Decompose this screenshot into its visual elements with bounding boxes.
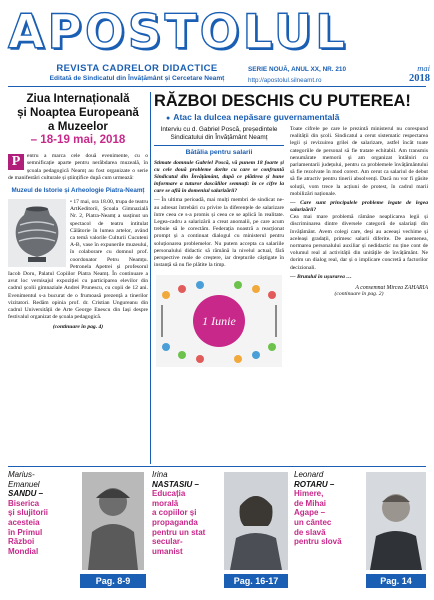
teaser-title bbox=[294, 489, 364, 547]
teaser-title-line: Himere, bbox=[294, 489, 324, 499]
children-day-illustration bbox=[156, 275, 282, 367]
page-reference: Pag. 8-9 bbox=[80, 574, 146, 588]
masthead-subtitle: REVISTA CADRELOR DIDACTICE bbox=[56, 63, 218, 74]
author-last-name: ROTARU – bbox=[294, 479, 335, 489]
cucuteni-vase-image bbox=[8, 199, 66, 267]
teaser-title-line: Biserica bbox=[8, 498, 40, 508]
lead-title-line-1: Ziua Internațională bbox=[26, 92, 130, 105]
teaser-sandu[interactable] bbox=[8, 470, 148, 594]
lead-intro-text: entru a marca cele două evenimente, cu o semnificație aparte pentru nerăbdarea muzeală, în școala pedagogică Neamț au fost organizate o serie de manifestări culturale și științifice după cum urmează: bbox=[8, 153, 148, 181]
teaser-title-line: în Primul bbox=[8, 527, 43, 537]
page-reference: Pag. 14 bbox=[366, 574, 426, 588]
teaser-title-line: Mondial bbox=[8, 546, 39, 556]
teaser-title-line: Agape – bbox=[294, 508, 326, 518]
teaser-title-line: propaganda bbox=[152, 517, 198, 527]
teaser-title-line: pentru slovă bbox=[294, 537, 342, 547]
author-first-name: Marius- bbox=[8, 470, 35, 479]
issue-month: mai bbox=[417, 63, 430, 73]
lead-intro bbox=[8, 153, 148, 182]
interview-question-2: — Care sunt principalele probleme legate de legea salarizării? bbox=[290, 200, 428, 214]
teaser-title-line: acesteia bbox=[8, 517, 40, 527]
page-reference: Pag. 16-17 bbox=[224, 574, 288, 588]
teaser-title-line: de slavă bbox=[294, 527, 326, 537]
interview-intro: Interviu cu d. Gabriel Poscă, președintele Sindicatului din Învățământ Neamț bbox=[160, 126, 278, 141]
interview-answer-2: Cea mai mare problemă rămâne neaplicarea legii și discriminarea dintre diversele categorii de salariați din învățământ. Avem colegi care, deși au aceeași vechime și aceleași gradații, primesc salarii diferite. De asemenea, normarea personalului auxiliar și nedidactic nu ține cont de volumul real al activității din unitățile de învățământ. Ne dorim un dialog real, dar și o implicare concretă a factorilor decizionali. bbox=[290, 214, 428, 271]
publication-logo: APOSTOLUL bbox=[8, 5, 349, 60]
author-photo bbox=[224, 472, 288, 570]
interview-answer-1: — În ultima perioadă, mai mulți membri de sindicat ne-au adresat întrebări cu privire la diferențele de salarizare între ceea ce s-a promis și ceea ce se aplică în realitate. Legea-cadru a salarizării a creat anomalii, pe care acum trebuie să le corectăm. Federația noastră a reacționat prompt și a continuat dialogul cu ministerul pentru soluționarea problemelor. Nu putem accepta ca salariile personalului didactic să rămână la nivelul actual, fără perspective reale de creștere, iar drepturile câștigate în instanță să nu fie plătite la timp. bbox=[154, 197, 284, 269]
author-last-name: NASTASIU – bbox=[152, 479, 199, 489]
museum-title: Muzeul de Istorie și Arheologie Piatra-Neamț bbox=[11, 187, 145, 194]
lead-title-line-3: a Muzeelor bbox=[48, 119, 108, 133]
masthead-divider bbox=[8, 86, 426, 87]
lead-title-line-2: și Noaptea Europeană bbox=[17, 105, 139, 119]
section-title: Bătălia pentru salarii bbox=[185, 149, 253, 156]
teaser-title-line: și slujitorii bbox=[8, 508, 49, 518]
teaser-rotaru[interactable] bbox=[294, 470, 428, 594]
teaser-title-line: Educația bbox=[152, 489, 186, 499]
teaser-title-line: secular- bbox=[152, 537, 183, 547]
issue-series: SERIE NOUĂ, ANUL XX, NR. 210 bbox=[248, 66, 347, 73]
author-last-name: SANDU – bbox=[8, 489, 44, 499]
author-first-name: Irina bbox=[152, 470, 168, 479]
website-link[interactable]: http://apostolul.silneamt.ro bbox=[248, 77, 322, 84]
teaser-nastasiu[interactable] bbox=[152, 470, 290, 594]
interview-question-3: — Brutalul în ușurarea … bbox=[290, 273, 352, 280]
intro-divider bbox=[154, 145, 284, 146]
main-subhead-text: Atac la dulcea nepăsare guvernamentală bbox=[173, 112, 340, 122]
main-headline: RĂZBOI DESCHIS CU PUTEREA! bbox=[154, 92, 411, 110]
main-subhead bbox=[154, 112, 428, 122]
main-article bbox=[154, 92, 428, 328]
interview-question-1: Stimate domnule Gabriel Poscă, vă punem 18 foarte și cu cele două probleme dorite cu care se confruntă Sindicatul din Învățământ, după ce plătirea și bune informare a tuturor dascălilor semnați: în ce cifre la care se află în domeniul salarizării? bbox=[154, 160, 284, 195]
main-article-column-2 bbox=[290, 126, 428, 297]
teaser-title-line: pentru un stat bbox=[152, 527, 206, 537]
masthead-issue-block bbox=[248, 63, 430, 84]
bottom-divider bbox=[8, 466, 426, 467]
teaser-title-line: morală bbox=[152, 498, 179, 508]
teaser-title-line: de Mihai bbox=[294, 498, 327, 508]
author-middle-name: Emanuel bbox=[8, 479, 40, 489]
column-divider bbox=[150, 92, 151, 464]
article-signature: A consemnat Mircea ZAHARIA bbox=[355, 284, 428, 291]
lead-article-title bbox=[8, 92, 148, 147]
interview-text-2: Toate cifrele pe care le prezintă ministerul nu corespund realității din școli. Sindicatul a cerut sistematic respectarea legii și revizuirea grilei de salarizare, astfel încât toate categoriile de personal să fie tratate echitabil. Am transmis nenumărate memorii și am organizat întâlniri cu parlamentarii județului, pentru ca problemele învățământului să fie rezolvate în mod corect. Am cerut ca salariul de debut să fie atractiv pentru tinerii absolvenți. Dacă nu vor fi găsite soluții, vom trece la acțiuni de protest, în cadrul marii mobilizări naționale. bbox=[290, 126, 428, 197]
masthead-publisher: Editată de Sindicatul din Învățământ și Cercetare Neamț bbox=[49, 75, 225, 82]
teaser-title-line: umanist bbox=[152, 546, 183, 556]
teaser-title-line: Război bbox=[8, 537, 35, 547]
illustration-caption: 1 Iunie bbox=[202, 313, 236, 328]
author-photo bbox=[366, 472, 426, 570]
lead-article bbox=[8, 92, 148, 330]
teaser-title bbox=[152, 489, 220, 556]
author-first-name: Leonard bbox=[294, 470, 324, 479]
lead-body: • 17 mai, ora 18.00, trupa de teatru ArtKeditorii, Școala Gimnazială Nr. 2, Piatra-Neamț a susținut un spectacol de teatru intitulat Călătorie în lumea artelor, având ca temă valorile Culturii Cucuteni A-B, vase în expunerile muzeului, în colaborare cu domnul prof. coordonator Petru Neamțu. Petronela Apetrei și profesorul Iacob Doru, Palatul Copiilor Piatra Neamț. În continuare a avut loc vernisajul expoziției cu participarea elevilor din cadrul școlii gimnaziale Andrei Prunescu, cu copii de 12 ani. Evenimentul s-a bucurat de o frumoasă prezență a tinerilor vizitatori. Redăm opinia prof. dr. Cristian Ungureanu din cadrul Universității de Arte George Enescu din Iași despre festivalul organizat de școala pedagogică. bbox=[8, 199, 148, 321]
main-article-column-1 bbox=[154, 126, 284, 372]
soldier-photo bbox=[82, 472, 144, 570]
main-continuation: (continuare în pag. 2) bbox=[334, 290, 384, 297]
issue-year: 2018 bbox=[409, 73, 430, 84]
lead-title-date: – 18-19 mai, 2018 bbox=[30, 133, 126, 147]
teaser-title-line: a copiilor și bbox=[152, 508, 197, 518]
masthead bbox=[8, 6, 426, 60]
bullet-icon: ● bbox=[166, 115, 171, 122]
lead-continuation: (continuare în pag. 4) bbox=[52, 324, 104, 331]
teaser-title-line: un cântec bbox=[294, 517, 332, 527]
teaser-title bbox=[8, 499, 80, 557]
masthead-subtitle-block bbox=[28, 63, 246, 82]
drop-cap: P bbox=[8, 154, 24, 170]
